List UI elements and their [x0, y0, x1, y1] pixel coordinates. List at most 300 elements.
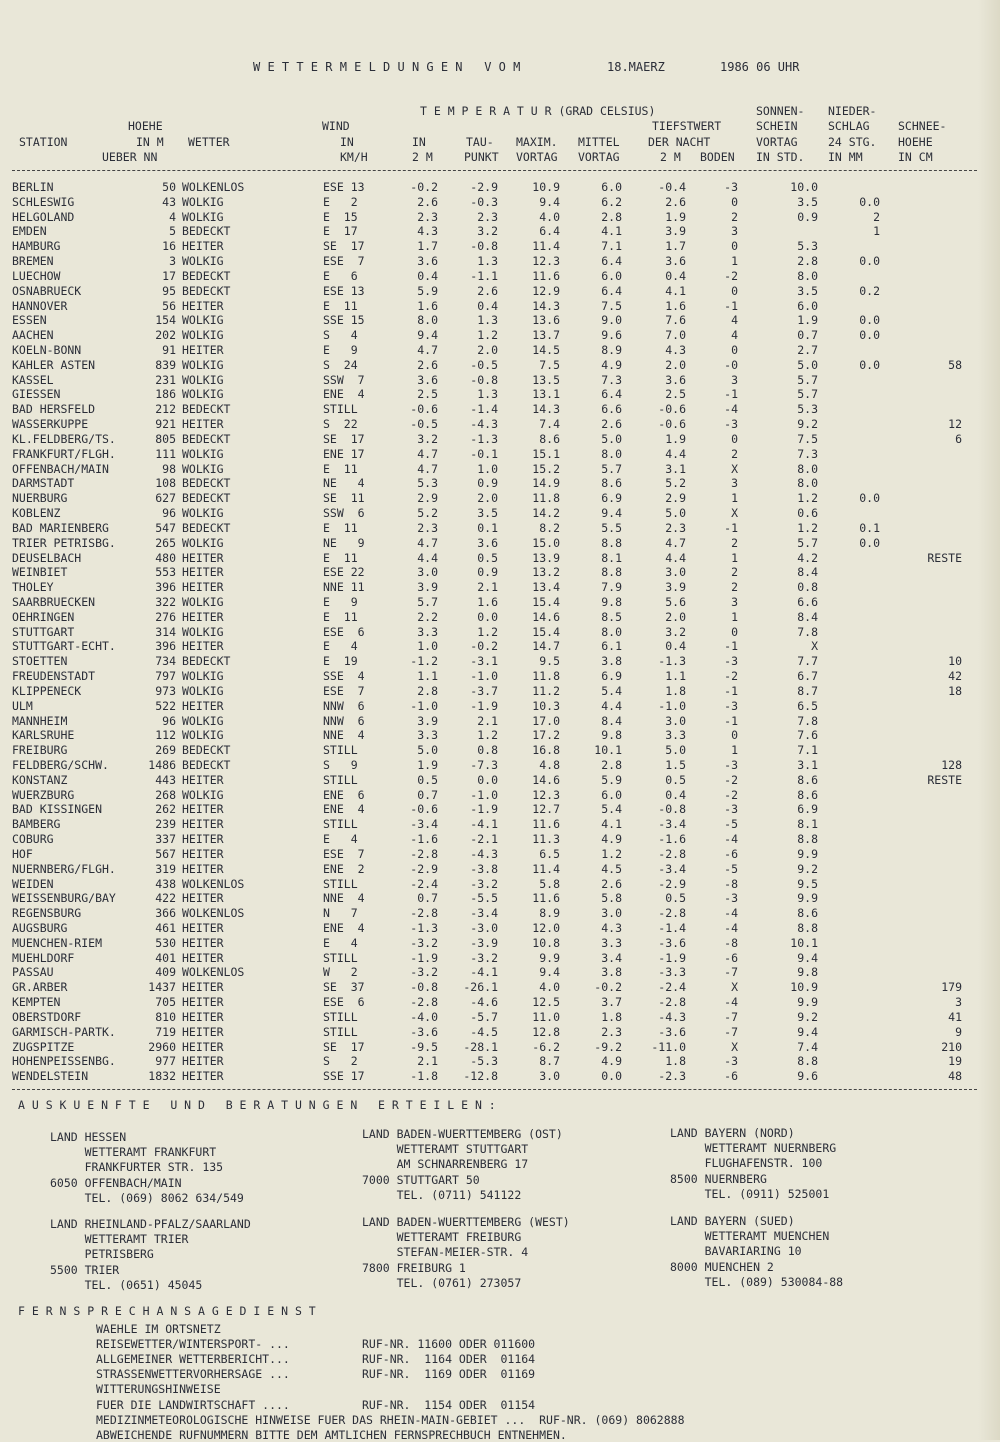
cell-hoehe: 212: [155, 402, 176, 417]
cell-tief-2m: 1.8: [665, 683, 686, 698]
cell-taupunkt: -3.8: [470, 861, 498, 876]
cell-taupunkt: -0.8: [470, 239, 498, 254]
cell-taupunkt: 2.3: [477, 209, 498, 224]
cell-tief-boden: 3: [731, 476, 738, 491]
cell-wind: E 4: [323, 639, 358, 654]
cell-temp-2m: 1.6: [417, 298, 438, 313]
cell-tief-boden: 2: [731, 535, 738, 550]
cell-maxim: 10.3: [532, 698, 560, 713]
cell-maxim: 11.6: [532, 817, 560, 832]
cell-wind: SE 11: [323, 491, 365, 506]
cell-sonne: 7.8: [797, 713, 818, 728]
cell-station: EMDEN: [12, 224, 47, 239]
cell-maxim: 16.8: [532, 743, 560, 758]
cell-mittel: 9.4: [601, 506, 622, 521]
table-row: [0, 684, 1000, 699]
cell-hoehe: 409: [155, 965, 176, 980]
cell-wind: SSW 7: [323, 372, 365, 387]
cell-wetter: BEDECKT: [182, 743, 231, 758]
cell-hoehe: 4: [169, 209, 176, 224]
cell-sonne: 8.0: [797, 476, 818, 491]
cell-sonne: 6.0: [797, 298, 818, 313]
cell-sonne: 5.3: [797, 239, 818, 254]
cell-station: BAD KISSINGEN: [12, 802, 103, 817]
cell-sonne: 9.2: [797, 861, 818, 876]
cell-station: KOBLENZ: [12, 506, 61, 521]
cell-maxim: 14.7: [532, 639, 560, 654]
cell-tief-2m: 3.1: [665, 461, 686, 476]
cell-wetter: HEITER: [182, 861, 224, 876]
cell-station: KL.FELDBERG/TS.: [12, 431, 116, 446]
cell-maxim: 17.2: [532, 728, 560, 743]
cell-temp-2m: 4.7: [417, 343, 438, 358]
cell-wetter: WOLKIG: [182, 446, 224, 461]
cell-sonne: 9.8: [797, 965, 818, 980]
cell-station: STUTTGART-ECHT.: [12, 639, 116, 654]
contact-line: TEL. (0761) 273057: [362, 1275, 522, 1290]
cell-wind: S 22: [323, 417, 358, 432]
cell-mittel: 5.7: [601, 461, 622, 476]
cell-tief-boden: -8: [724, 935, 738, 950]
cell-wind: ENE 17: [323, 446, 365, 461]
cell-wind: ESE 13: [323, 180, 365, 194]
contact-line: FRANKFURTER STR. 135: [50, 1160, 224, 1175]
cell-temp-2m: 3.6: [417, 372, 438, 387]
table-row: [0, 654, 1000, 669]
cell-hoehe: 5: [169, 224, 176, 239]
cell-tief-boden: 2: [731, 446, 738, 461]
cell-wind: NE 9: [323, 535, 365, 550]
cell-taupunkt: -0.8: [470, 372, 498, 387]
cell-wind: W 2: [323, 965, 358, 980]
cell-tief-boden: -1: [724, 298, 738, 313]
cell-hoehe: 797: [155, 669, 176, 684]
cell-sonne: 8.6: [797, 772, 818, 787]
cell-mittel: 6.6: [601, 402, 622, 417]
cell-wetter: HEITER: [182, 802, 224, 817]
cell-tief-2m: 3.0: [665, 713, 686, 728]
cell-tief-boden: 1: [731, 609, 738, 624]
cell-temp-2m: 4.7: [417, 446, 438, 461]
cell-mittel: 7.3: [601, 372, 622, 387]
table-row: [0, 328, 1000, 343]
cell-taupunkt: -1.1: [470, 268, 498, 283]
cell-wetter: WOLKIG: [182, 683, 224, 698]
cell-tief-2m: 4.1: [665, 283, 686, 298]
cell-maxim: 6.4: [539, 224, 560, 239]
cell-hoehe: 461: [155, 921, 176, 935]
cell-temp-2m: 5.7: [417, 594, 438, 609]
cell-taupunkt: -0.5: [470, 357, 498, 372]
cell-temp-2m: 0.4: [417, 268, 438, 283]
cell-wind: ESE 6: [323, 995, 365, 1010]
cell-tief-2m: 2.0: [665, 609, 686, 624]
cell-hoehe: 401: [155, 950, 176, 965]
cell-temp-2m: 3.9: [417, 580, 438, 595]
cell-tief-boden: 4: [731, 328, 738, 343]
cell-wetter: WOLKIG: [182, 372, 224, 387]
cell-hoehe: 43: [162, 194, 176, 209]
cell-station: LUECHOW: [12, 268, 61, 283]
cell-taupunkt: -5.5: [470, 891, 498, 906]
cell-schnee: 3: [955, 995, 962, 1010]
table-row: [0, 432, 1000, 447]
cell-mittel: 8.4: [601, 713, 622, 728]
header-mittel-1: MITTEL: [578, 135, 620, 149]
cell-taupunkt: -1.4: [470, 402, 498, 417]
cell-mittel: 3.8: [601, 965, 622, 980]
contact-line: LAND BADEN-WUERTTEMBERG (WEST): [362, 1215, 570, 1229]
header-wetter: WETTER: [188, 135, 230, 149]
cell-station: KONSTANZ: [12, 772, 68, 787]
header-tau-2: PUNKT: [464, 150, 499, 164]
cell-maxim: 7.4: [539, 417, 560, 432]
cell-mittel: 5.5: [601, 520, 622, 535]
cell-wind: S 24: [323, 357, 358, 372]
cell-taupunkt: 0.8: [477, 743, 498, 758]
cell-station: HELGOLAND: [12, 209, 75, 224]
cell-wind: ENE 4: [323, 802, 365, 817]
cell-hoehe: 337: [155, 832, 176, 847]
phone-line-label: WAEHLE IM ORTSNETZ: [96, 1322, 221, 1336]
header-station: STATION: [19, 135, 68, 149]
cell-temp-2m: 5.9: [417, 283, 438, 298]
cell-tief-boden: -3: [724, 1054, 738, 1069]
cell-tief-boden: -4: [724, 832, 738, 847]
cell-tief-boden: -6: [724, 846, 738, 861]
cell-station: FELDBERG/SCHW.: [12, 757, 109, 772]
cell-station: WEINBIET: [12, 565, 68, 580]
cell-temp-2m: -4.0: [410, 1009, 438, 1024]
table-row: [0, 402, 1000, 417]
cell-maxim: 15.2: [532, 461, 560, 476]
cell-mittel: 9.6: [601, 328, 622, 343]
cell-maxim: 12.9: [532, 283, 560, 298]
cell-tief-2m: 5.2: [665, 476, 686, 491]
cell-maxim: 8.7: [539, 1054, 560, 1069]
cell-sonne: 10.0: [790, 180, 818, 194]
cell-wetter: BEDECKT: [182, 268, 231, 283]
cell-maxim: 11.6: [532, 268, 560, 283]
table-row: [0, 313, 1000, 328]
cell-wind: NNW 6: [323, 698, 365, 713]
cell-taupunkt: -3.2: [470, 876, 498, 891]
cell-tief-boden: -3: [724, 891, 738, 906]
cell-tief-2m: -1.4: [658, 921, 686, 935]
cell-hoehe: 322: [155, 594, 176, 609]
cell-tief-boden: -1: [724, 683, 738, 698]
cell-tief-2m: -3.3: [658, 965, 686, 980]
cell-wind: N 7: [323, 906, 358, 921]
table-row: [0, 536, 1000, 551]
cell-tief-2m: 1.6: [665, 298, 686, 313]
cell-tief-boden: -5: [724, 861, 738, 876]
cell-sonne: 0.6: [797, 506, 818, 521]
cell-sonne: 5.7: [797, 372, 818, 387]
cell-taupunkt: 0.9: [477, 476, 498, 491]
cell-nieder: 0.0: [859, 535, 880, 550]
cell-tief-2m: 5.0: [665, 743, 686, 758]
cell-sonne: 7.5: [797, 431, 818, 446]
cell-wetter: HEITER: [182, 298, 224, 313]
header-nieder-2: SCHLAG: [828, 119, 870, 133]
cell-hoehe: 111: [155, 446, 176, 461]
table-row: [0, 936, 1000, 951]
cell-taupunkt: 2.1: [477, 580, 498, 595]
cell-tief-boden: X: [731, 1039, 738, 1054]
cell-mittel: 6.2: [601, 194, 622, 209]
cell-maxim: -6.2: [532, 1039, 560, 1054]
cell-sonne: 8.6: [797, 787, 818, 802]
title-time: 1986 06 UHR: [720, 60, 800, 74]
cell-sonne: 8.8: [797, 1054, 818, 1069]
cell-wetter: HEITER: [182, 772, 224, 787]
cell-wetter: HEITER: [182, 1024, 224, 1039]
cell-sonne: X: [811, 639, 818, 654]
cell-wind: E 11: [323, 550, 358, 565]
cell-schnee: 128: [941, 757, 962, 772]
cell-maxim: 11.6: [532, 891, 560, 906]
cell-sonne: 8.1: [797, 817, 818, 832]
cell-tief-2m: 1.5: [665, 757, 686, 772]
cell-wetter: HEITER: [182, 550, 224, 565]
cell-mittel: 4.4: [601, 698, 622, 713]
cell-taupunkt: -3.7: [470, 683, 498, 698]
contact-line: WETTERAMT TRIER: [50, 1232, 189, 1247]
cell-wind: ENE 4: [323, 387, 365, 402]
cell-sonne: 6.9: [797, 802, 818, 817]
cell-maxim: 12.3: [532, 787, 560, 802]
cell-sonne: 3.1: [797, 757, 818, 772]
cell-station: PASSAU: [12, 965, 54, 980]
cell-wind: E 11: [323, 520, 358, 535]
table-row: [0, 462, 1000, 477]
table-row: [0, 625, 1000, 640]
cell-wetter: WOLKIG: [182, 194, 224, 209]
table-row: [0, 417, 1000, 432]
cell-station: BAD MARIENBERG: [12, 520, 109, 535]
cell-tief-boden: 0: [731, 728, 738, 743]
cell-tief-2m: 1.9: [665, 209, 686, 224]
cell-wind: ESE 6: [323, 624, 365, 639]
cell-maxim: 13.5: [532, 372, 560, 387]
cell-wetter: BEDECKT: [182, 402, 231, 417]
cell-schnee: 41: [948, 1009, 962, 1024]
cell-wetter: WOLKIG: [182, 594, 224, 609]
cell-maxim: 14.6: [532, 772, 560, 787]
cell-tief-boden: 1: [731, 743, 738, 758]
cell-wetter: HEITER: [182, 950, 224, 965]
cell-wind: STILL: [323, 743, 358, 758]
cell-hoehe: 719: [155, 1024, 176, 1039]
cell-tief-2m: 7.6: [665, 313, 686, 328]
cell-temp-2m: -0.6: [410, 402, 438, 417]
cell-mittel: 6.0: [601, 180, 622, 194]
header-wind-1: WIND: [322, 119, 350, 133]
cell-station: KLIPPENECK: [12, 683, 82, 698]
cell-hoehe: 443: [155, 772, 176, 787]
table-row: [0, 551, 1000, 566]
header-wind-2: IN: [340, 135, 354, 149]
cell-nieder: 0.2: [859, 283, 880, 298]
cell-wetter: BEDECKT: [182, 476, 231, 491]
cell-hoehe: 522: [155, 698, 176, 713]
cell-wind: ESE 7: [323, 683, 365, 698]
cell-taupunkt: 1.6: [477, 594, 498, 609]
cell-maxim: 15.4: [532, 594, 560, 609]
cell-sonne: 8.0: [797, 461, 818, 476]
contact-line: LAND RHEINLAND-PFALZ/SAARLAND: [50, 1217, 251, 1231]
cell-wetter: HEITER: [182, 1054, 224, 1069]
cell-tief-boden: 0: [731, 239, 738, 254]
cell-mittel: 10.1: [594, 743, 622, 758]
header-wind-3: KM/H: [340, 150, 368, 164]
cell-sonne: 3.5: [797, 283, 818, 298]
cell-wind: SSE 17: [323, 1069, 365, 1084]
cell-tief-2m: -0.4: [658, 180, 686, 194]
cell-tief-boden: -8: [724, 876, 738, 891]
cell-wetter: HEITER: [182, 846, 224, 861]
cell-taupunkt: -4.1: [470, 817, 498, 832]
cell-station: DARMSTADT: [12, 476, 75, 491]
cell-wetter: BEDECKT: [182, 224, 231, 239]
cell-tief-2m: 2.0: [665, 357, 686, 372]
cell-mittel: 6.0: [601, 268, 622, 283]
cell-tief-boden: X: [731, 461, 738, 476]
cell-taupunkt: -3.4: [470, 906, 498, 921]
cell-tief-2m: -1.9: [658, 950, 686, 965]
phone-line-label: WITTERUNGSHINWEISE: [96, 1382, 221, 1397]
cell-maxim: 14.2: [532, 506, 560, 521]
cell-tief-boden: X: [731, 506, 738, 521]
cell-wind: E 11: [323, 609, 358, 624]
cell-sonne: 7.3: [797, 446, 818, 461]
table-row: [0, 802, 1000, 817]
contact-line: 6050 OFFENBACH/MAIN: [50, 1175, 182, 1190]
cell-tief-2m: -2.9: [658, 876, 686, 891]
cell-taupunkt: 3.5: [477, 506, 498, 521]
cell-hoehe: 262: [155, 802, 176, 817]
table-row: [0, 224, 1000, 239]
cell-sonne: 2.8: [797, 254, 818, 269]
contact-line: 8500 NUERNBERG: [670, 1171, 767, 1186]
cell-taupunkt: -3.2: [470, 950, 498, 965]
cell-mittel: 9.8: [601, 728, 622, 743]
cell-mittel: 8.8: [601, 535, 622, 550]
cell-wind: ENE 6: [323, 787, 365, 802]
cell-schnee: 42: [948, 669, 962, 684]
cell-tief-boden: -4: [724, 921, 738, 935]
cell-tief-2m: 5.6: [665, 594, 686, 609]
cell-temp-2m: 5.2: [417, 506, 438, 521]
cell-wind: SE 17: [323, 239, 365, 254]
cell-maxim: 14.6: [532, 609, 560, 624]
cell-taupunkt: -4.3: [470, 846, 498, 861]
cell-hoehe: 396: [155, 580, 176, 595]
cell-wind: ESE 13: [323, 283, 365, 298]
header-schnee-2: HOEHE: [898, 135, 933, 149]
cell-taupunkt: 0.0: [477, 609, 498, 624]
cell-wetter: BEDECKT: [182, 431, 231, 446]
cell-wetter: BEDECKT: [182, 491, 231, 506]
cell-station: KEMPTEN: [12, 995, 61, 1010]
cell-wind: ENE 4: [323, 921, 365, 935]
cell-wetter: HEITER: [182, 832, 224, 847]
cell-hoehe: 91: [162, 343, 176, 358]
table-row: [0, 195, 1000, 210]
cell-mittel: 3.7: [601, 995, 622, 1010]
cell-mittel: 4.9: [601, 1054, 622, 1069]
cell-tief-2m: -3.4: [658, 861, 686, 876]
cell-mittel: 4.1: [601, 817, 622, 832]
cell-wetter: HEITER: [182, 921, 224, 935]
contact-line: WETTERAMT NUERNBERG: [670, 1141, 837, 1156]
cell-station: GR.ARBER: [12, 980, 68, 995]
cell-wetter: HEITER: [182, 1069, 224, 1084]
cell-wind: NE 4: [323, 476, 365, 491]
cell-mittel: 6.4: [601, 387, 622, 402]
cell-temp-2m: 1.1: [417, 669, 438, 684]
cell-schnee: 210: [941, 1039, 962, 1054]
cell-schnee: 18: [948, 683, 962, 698]
contact-line: BAVARIARING 10: [670, 1244, 802, 1259]
cell-taupunkt: 1.2: [477, 624, 498, 639]
cell-tief-boden: -1: [724, 713, 738, 728]
cell-wind: E 15: [323, 209, 358, 224]
cell-tief-boden: X: [731, 980, 738, 995]
contact-line: 7800 FREIBURG 1: [362, 1260, 466, 1275]
cell-station: GARMISCH-PARTK.: [12, 1024, 116, 1039]
cell-mittel: 5.0: [601, 431, 622, 446]
cell-taupunkt: 0.0: [477, 772, 498, 787]
cell-sonne: 7.1: [797, 743, 818, 758]
contact-line: TEL. (0711) 541122: [362, 1187, 522, 1202]
cell-tief-2m: 1.9: [665, 431, 686, 446]
cell-wetter: HEITER: [182, 639, 224, 654]
cell-wind: STILL: [323, 772, 358, 787]
cell-tief-2m: 4.7: [665, 535, 686, 550]
cell-temp-2m: 1.9: [417, 757, 438, 772]
table-row: [0, 476, 1000, 491]
cell-temp-2m: 4.3: [417, 224, 438, 239]
header-sonne-3: VORTAG: [756, 135, 798, 149]
cell-wetter: HEITER: [182, 698, 224, 713]
cell-tief-boden: -2: [724, 787, 738, 802]
cell-hoehe: 16: [162, 239, 176, 254]
cell-station: NUERBURG: [12, 491, 68, 506]
cell-wetter: HEITER: [182, 980, 224, 995]
cell-taupunkt: 1.3: [477, 254, 498, 269]
cell-tief-boden: 0: [731, 194, 738, 209]
cell-tief-2m: -0.8: [658, 802, 686, 817]
cell-maxim: 13.1: [532, 387, 560, 402]
cell-taupunkt: -1.3: [470, 431, 498, 446]
cell-mittel: 3.3: [601, 935, 622, 950]
cell-tief-2m: -3.4: [658, 817, 686, 832]
cell-maxim: 15.1: [532, 446, 560, 461]
cell-sonne: 9.4: [797, 950, 818, 965]
cell-nieder: 0.0: [859, 313, 880, 328]
cell-sonne: 10.9: [790, 980, 818, 995]
cell-mittel: 5.9: [601, 772, 622, 787]
cell-maxim: 12.3: [532, 254, 560, 269]
cell-wetter: HEITER: [182, 1039, 224, 1054]
cell-tief-2m: 4.4: [665, 550, 686, 565]
cell-temp-2m: 2.3: [417, 520, 438, 535]
cell-hoehe: 108: [155, 476, 176, 491]
cell-temp-2m: -1.3: [410, 921, 438, 935]
cell-taupunkt: -0.3: [470, 194, 498, 209]
